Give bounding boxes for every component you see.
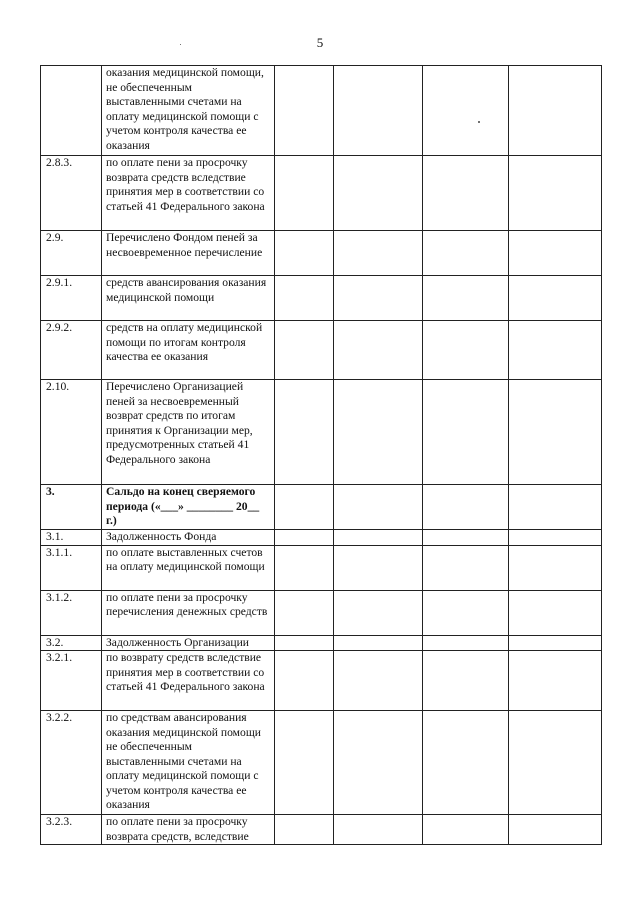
row-description: Сальдо на конец сверяемого периода («___» ________ 20__ г.) <box>102 485 275 530</box>
empty-cell <box>275 321 334 380</box>
row-description: средств на оплату медицинской помощи по итогам контроля качества ее оказания <box>102 321 275 380</box>
empty-cell <box>275 590 334 635</box>
empty-cell <box>334 815 423 845</box>
empty-cell <box>334 590 423 635</box>
empty-cell <box>509 66 602 156</box>
empty-cell <box>423 156 509 231</box>
empty-cell <box>334 651 423 711</box>
empty-cell <box>423 321 509 380</box>
empty-cell <box>509 276 602 321</box>
row-description: Перечислено Организацией пеней за несвоевременный возврат средств по итогам принятия к Организации мер, предусмотренных статьей 41 Федерального закона <box>102 380 275 485</box>
row-description: по средствам авансирования оказания медицинской помощи не обеспеченным выставленными счетами на оплату медицинской помощи с учетом контроля качества ее оказания <box>102 711 275 815</box>
empty-cell <box>509 530 602 546</box>
empty-cell <box>509 711 602 815</box>
row-number: 3. <box>41 485 102 530</box>
empty-cell <box>275 635 334 651</box>
table-row <box>41 815 602 845</box>
row-number: 3.2. <box>41 635 102 651</box>
empty-cell <box>509 545 602 590</box>
empty-cell <box>275 530 334 546</box>
row-number: 2.9.1. <box>41 276 102 321</box>
empty-cell <box>275 545 334 590</box>
table-row <box>41 276 602 321</box>
empty-cell <box>334 380 423 485</box>
row-description: по оплате пени за просрочку перечисления денежных средств <box>102 590 275 635</box>
empty-cell <box>334 530 423 546</box>
empty-cell <box>423 380 509 485</box>
empty-cell <box>334 276 423 321</box>
empty-cell <box>423 711 509 815</box>
empty-cell <box>423 635 509 651</box>
row-description: по возврату средств вследствие принятия мер в соответствии со статьей 41 Федерального закона <box>102 651 275 711</box>
row-number: 3.1.2. <box>41 590 102 635</box>
empty-cell <box>423 815 509 845</box>
empty-cell <box>423 485 509 530</box>
scan-speck <box>180 44 181 45</box>
page-number: 5 <box>316 35 324 50</box>
row-number: 3.1. <box>41 530 102 546</box>
empty-cell <box>509 485 602 530</box>
empty-cell <box>509 231 602 276</box>
row-description: по оплате пени за просрочку возврата средств, вследствие <box>102 815 275 845</box>
table-row <box>41 231 602 276</box>
empty-cell <box>275 485 334 530</box>
row-number: 3.1.1. <box>41 545 102 590</box>
scan-speck <box>478 121 480 123</box>
row-number: 2.8.3. <box>41 156 102 231</box>
empty-cell <box>275 815 334 845</box>
empty-cell <box>509 380 602 485</box>
empty-cell <box>509 156 602 231</box>
table-row <box>41 66 602 156</box>
empty-cell <box>509 815 602 845</box>
row-number: 3.2.2. <box>41 711 102 815</box>
row-description: по оплате пени за просрочку возврата средств вследствие принятия мер в соответствии со статьей 41 Федерального закона <box>102 156 275 231</box>
row-number: 3.2.3. <box>41 815 102 845</box>
empty-cell <box>509 321 602 380</box>
empty-cell <box>423 276 509 321</box>
empty-cell <box>275 380 334 485</box>
table-row <box>41 635 602 651</box>
empty-cell <box>334 321 423 380</box>
empty-cell <box>509 635 602 651</box>
row-number <box>41 66 102 156</box>
row-description: Задолженность Организации <box>102 635 275 651</box>
table-row <box>41 321 602 380</box>
table-row <box>41 545 602 590</box>
row-description: по оплате выставленных счетов на оплату медицинской помощи <box>102 545 275 590</box>
empty-cell <box>275 651 334 711</box>
empty-cell <box>275 231 334 276</box>
empty-cell <box>334 66 423 156</box>
row-number: 2.9. <box>41 231 102 276</box>
empty-cell <box>275 276 334 321</box>
table-row <box>41 156 602 231</box>
empty-cell <box>275 66 334 156</box>
empty-cell <box>423 530 509 546</box>
empty-cell <box>509 590 602 635</box>
table-row <box>41 530 602 546</box>
empty-cell <box>423 66 509 156</box>
empty-cell <box>334 711 423 815</box>
row-number: 3.2.1. <box>41 651 102 711</box>
row-number: 2.9.2. <box>41 321 102 380</box>
empty-cell <box>334 485 423 530</box>
empty-cell <box>334 545 423 590</box>
table-row <box>41 485 602 530</box>
empty-cell <box>334 156 423 231</box>
empty-cell <box>423 545 509 590</box>
table-row <box>41 711 602 815</box>
empty-cell <box>423 651 509 711</box>
reconciliation-table <box>40 65 602 845</box>
table-row <box>41 651 602 711</box>
table-row <box>41 380 602 485</box>
empty-cell <box>509 651 602 711</box>
table-row <box>41 590 602 635</box>
empty-cell <box>275 156 334 231</box>
empty-cell <box>423 231 509 276</box>
empty-cell <box>275 711 334 815</box>
row-description: Перечислено Фондом пеней за несвоевременное перечисление <box>102 231 275 276</box>
empty-cell <box>423 590 509 635</box>
row-description: средств авансирования оказания медицинской помощи <box>102 276 275 321</box>
row-description: оказания медицинской помощи, не обеспеченным выставленными счетами на оплату медицинской помощи с учетом контроля качества ее оказания <box>102 66 275 156</box>
row-description: Задолженность Фонда <box>102 530 275 546</box>
row-number: 2.10. <box>41 380 102 485</box>
empty-cell <box>334 231 423 276</box>
empty-cell <box>334 635 423 651</box>
